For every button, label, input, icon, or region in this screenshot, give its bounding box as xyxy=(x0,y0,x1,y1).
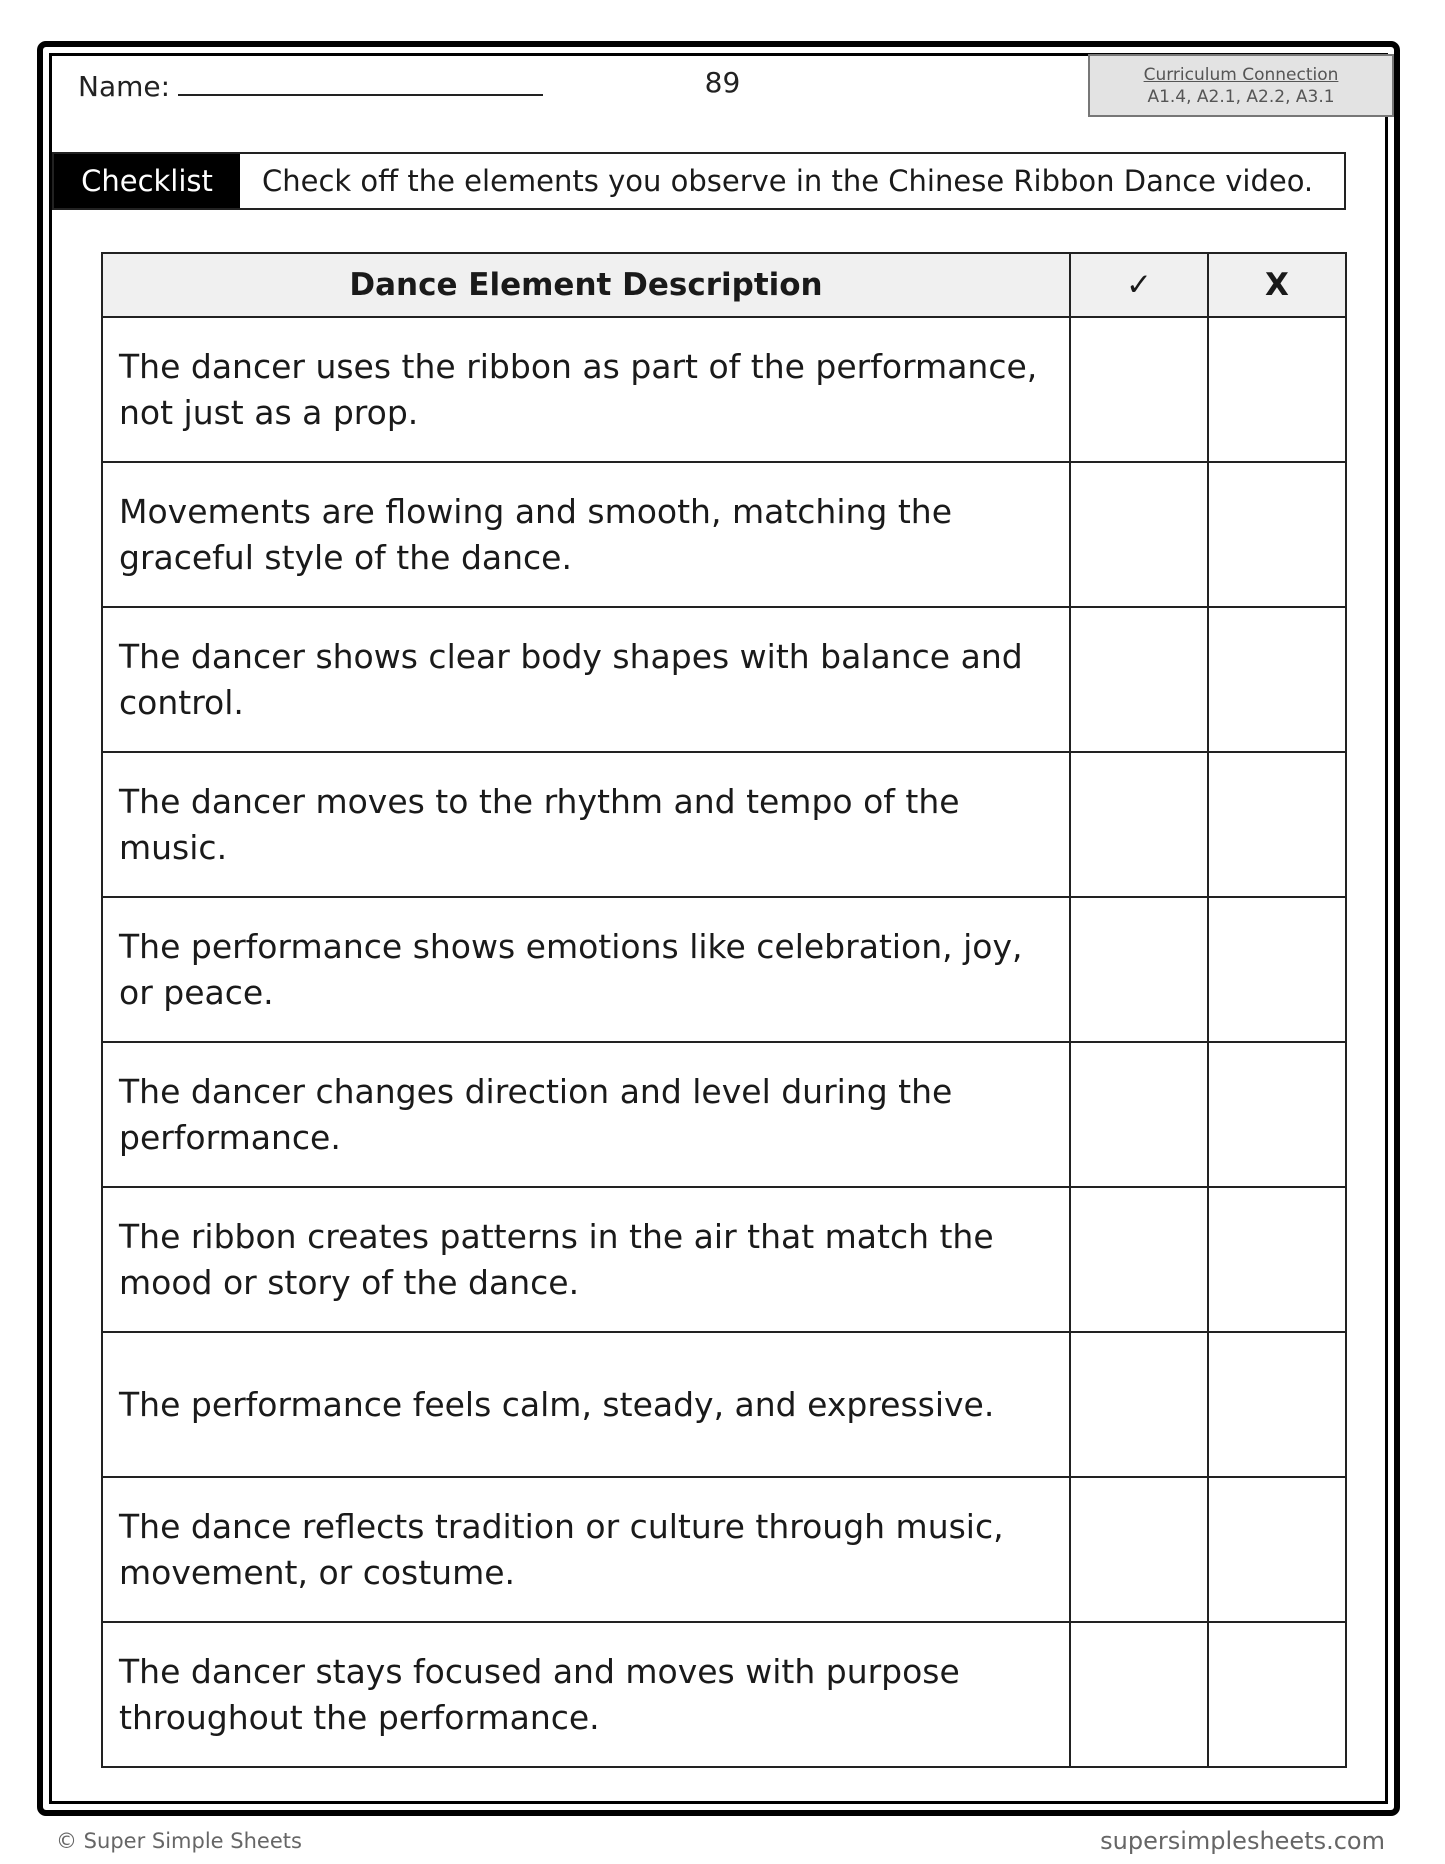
curriculum-connection-box xyxy=(1088,54,1394,117)
checklist-label: Checklist xyxy=(54,154,240,208)
name-label: Name: xyxy=(78,70,171,103)
row-description: The dancer uses the ribbon as part of the performance, not just as a prop. xyxy=(102,317,1070,462)
row-description: The dance reflects tradition or culture through music, movement, or costume. xyxy=(102,1477,1070,1622)
table-row xyxy=(102,752,1346,897)
x-cell[interactable] xyxy=(1208,462,1346,607)
row-description: The dancer moves to the rhythm and tempo of the music. xyxy=(102,752,1070,897)
check-cell[interactable] xyxy=(1070,462,1208,607)
x-cell[interactable] xyxy=(1208,607,1346,752)
table-header-row xyxy=(102,253,1346,317)
page-number: 89 xyxy=(704,66,741,99)
table-row xyxy=(102,1622,1346,1767)
table-row xyxy=(102,897,1346,1042)
name-input-line[interactable] xyxy=(178,66,543,96)
footer-copyright: © Super Simple Sheets xyxy=(56,1829,302,1853)
checklist-instruction: Check off the elements you observe in the Chinese Ribbon Dance video. xyxy=(262,164,1314,198)
check-cell[interactable] xyxy=(1070,1042,1208,1187)
curriculum-codes: A1.4, A2.1, A2.2, A3.1 xyxy=(1147,87,1335,107)
table-row xyxy=(102,1477,1346,1622)
dance-element-table xyxy=(101,252,1347,1768)
x-cell[interactable] xyxy=(1208,1042,1346,1187)
name-field xyxy=(78,66,543,103)
check-cell[interactable] xyxy=(1070,1332,1208,1477)
table-row xyxy=(102,1187,1346,1332)
check-cell[interactable] xyxy=(1070,897,1208,1042)
x-cell[interactable] xyxy=(1208,1477,1346,1622)
x-cell[interactable] xyxy=(1208,1332,1346,1477)
row-description: The performance shows emotions like celebration, joy, or peace. xyxy=(102,897,1070,1042)
header-x-mark: X xyxy=(1208,253,1346,317)
check-cell[interactable] xyxy=(1070,1477,1208,1622)
check-cell[interactable] xyxy=(1070,1622,1208,1767)
row-description: The dancer changes direction and level during the performance. xyxy=(102,1042,1070,1187)
header-description: Dance Element Description xyxy=(102,253,1070,317)
table-row xyxy=(102,1332,1346,1477)
table-row xyxy=(102,462,1346,607)
x-cell[interactable] xyxy=(1208,1187,1346,1332)
x-cell[interactable] xyxy=(1208,897,1346,1042)
checklist-bar xyxy=(52,152,1346,210)
check-cell[interactable] xyxy=(1070,752,1208,897)
row-description: The dancer shows clear body shapes with balance and control. xyxy=(102,607,1070,752)
row-description: The performance feels calm, steady, and expressive. xyxy=(102,1332,1070,1477)
x-cell[interactable] xyxy=(1208,752,1346,897)
check-cell[interactable] xyxy=(1070,607,1208,752)
footer-website-link[interactable]: supersimplesheets.com xyxy=(1100,1827,1385,1855)
x-cell[interactable] xyxy=(1208,1622,1346,1767)
table-row xyxy=(102,1042,1346,1187)
curriculum-title: Curriculum Connection xyxy=(1143,65,1339,85)
row-description: The dancer stays focused and moves with purpose throughout the performance. xyxy=(102,1622,1070,1767)
x-cell[interactable] xyxy=(1208,317,1346,462)
check-cell[interactable] xyxy=(1070,1187,1208,1332)
header-check-mark: ✓ xyxy=(1070,253,1208,317)
table-row xyxy=(102,607,1346,752)
check-cell[interactable] xyxy=(1070,317,1208,462)
table-row xyxy=(102,317,1346,462)
row-description: Movements are flowing and smooth, matching the graceful style of the dance. xyxy=(102,462,1070,607)
row-description: The ribbon creates patterns in the air that match the mood or story of the dance. xyxy=(102,1187,1070,1332)
